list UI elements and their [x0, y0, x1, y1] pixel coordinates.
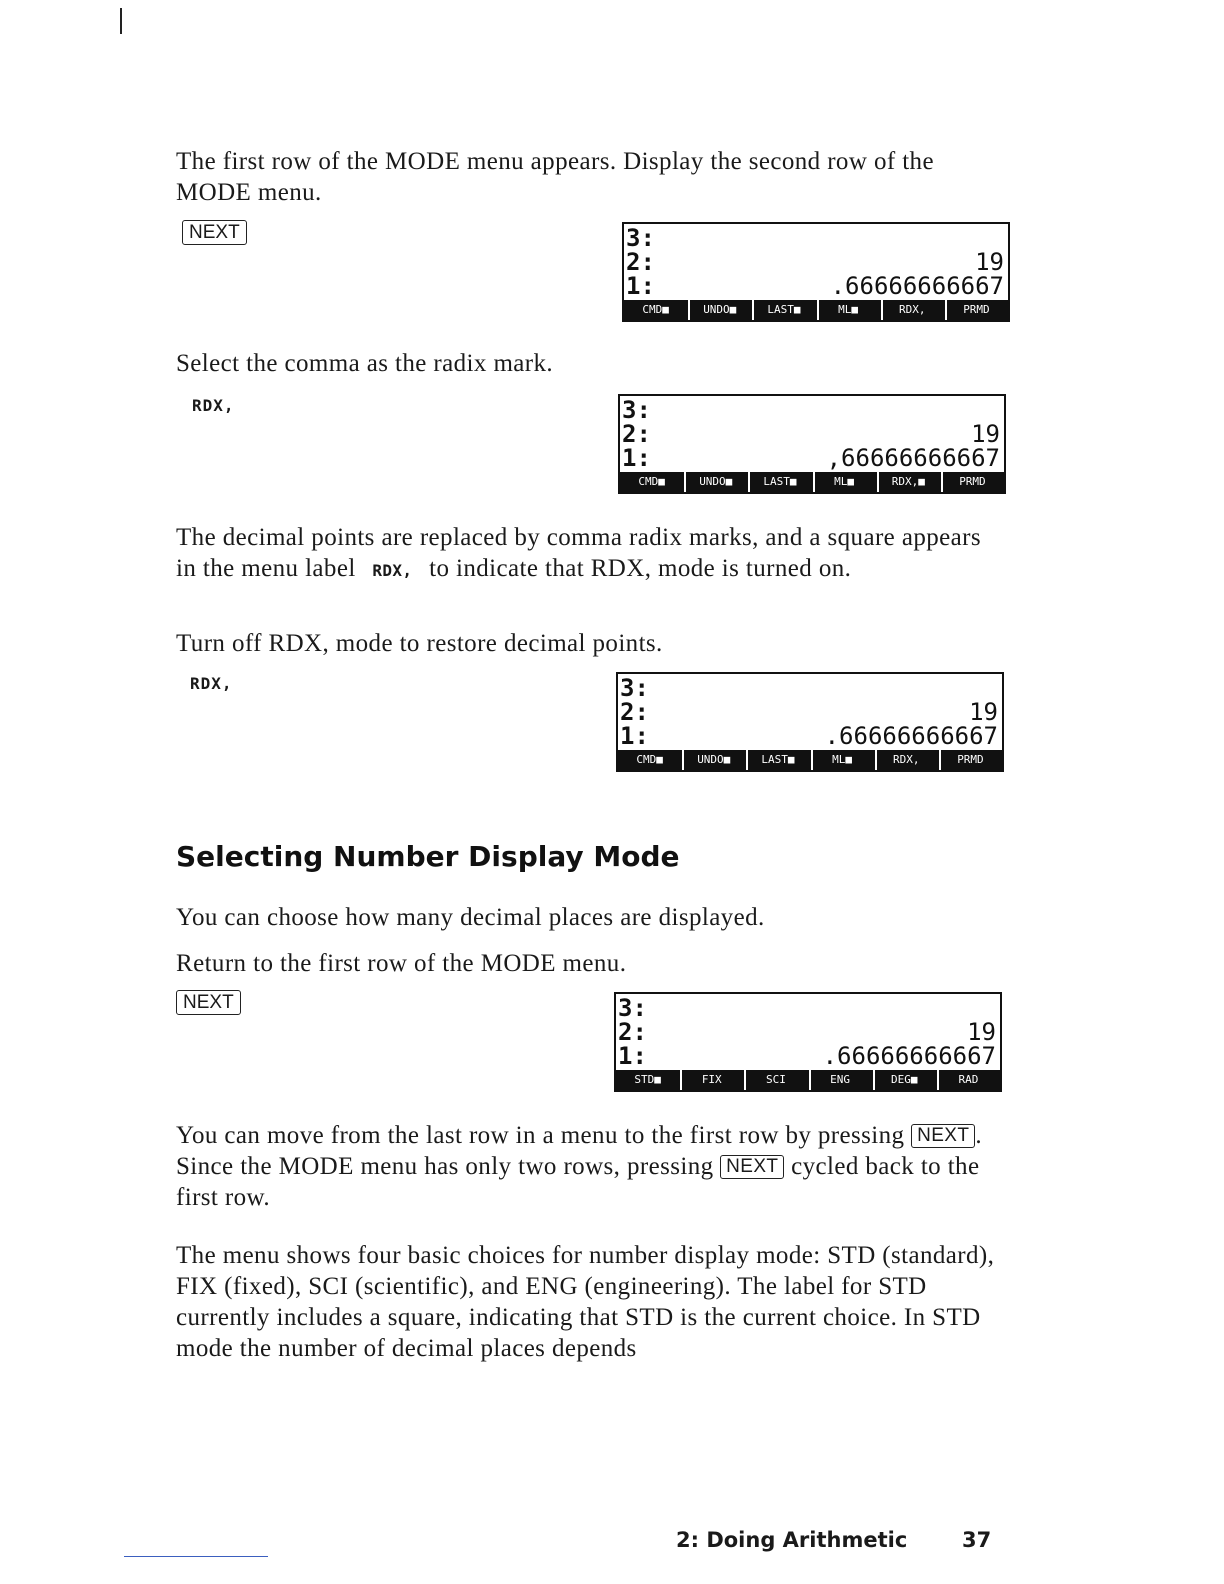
- level-value: ,66666666667: [826, 444, 1000, 472]
- rdx-menu-key[interactable]: RDX,: [190, 674, 233, 693]
- paragraph-return-first-row: Return to the first row of the MODE menu.: [176, 950, 627, 977]
- inline-rdx-label: RDX,: [372, 561, 413, 580]
- level-label: 2:: [622, 420, 651, 448]
- level-value: 19: [969, 698, 998, 726]
- menu-key-undo[interactable]: UNDO■: [684, 472, 745, 492]
- stack-level-3: [626, 226, 1004, 250]
- menu-key-rdx[interactable]: RDX,: [881, 300, 942, 320]
- level-value: .66666666667: [824, 722, 998, 750]
- level-label: 2:: [626, 248, 655, 276]
- level-value: 19: [971, 420, 1000, 448]
- paragraph-radix-explanation: [176, 522, 1006, 586]
- menu-key-cmd[interactable]: CMD■: [620, 750, 679, 770]
- menu-bar: [624, 300, 1008, 320]
- next-key[interactable]: NEXT: [176, 990, 241, 1015]
- level-label: 2:: [618, 1018, 647, 1046]
- paragraph-text: to indicate that RDX, mode is turned on.: [429, 555, 852, 582]
- menu-key-rdx[interactable]: RDX,: [875, 750, 936, 770]
- menu-key-prmd[interactable]: PRMD: [939, 750, 1000, 770]
- menu-key-last[interactable]: LAST■: [746, 750, 807, 770]
- margin-mark: [120, 8, 122, 34]
- menu-key-eng[interactable]: ENG: [809, 1070, 870, 1090]
- menu-key-fix[interactable]: FIX: [680, 1070, 741, 1090]
- paragraph-text: . Since the MODE menu has only two rows, pressing: [176, 1122, 983, 1180]
- calculator-display-1: [622, 222, 1010, 322]
- stack-level-2: [622, 422, 1000, 446]
- menu-key-ml[interactable]: ML■: [811, 750, 872, 770]
- menu-key-rad[interactable]: RAD: [937, 1070, 998, 1090]
- footer-rule: [124, 1556, 268, 1557]
- calculator-display-4: [614, 992, 1002, 1092]
- paragraph-text: You can move from the last row in a menu to the first row by pressing: [176, 1122, 905, 1149]
- level-value: .66666666667: [830, 272, 1004, 300]
- paragraph-mode-menu-intro: The first row of the MODE menu appears. Display the second row of the MODE menu.: [176, 148, 934, 206]
- level-label: 2:: [620, 698, 649, 726]
- level-label: 3:: [618, 994, 647, 1022]
- stack-level-1: [620, 724, 998, 748]
- paragraph-turn-off-rdx: Turn off RDX, mode to restore decimal points.: [176, 630, 663, 657]
- stack-level-2: [618, 1020, 996, 1044]
- menu-bar: [616, 1070, 1000, 1090]
- next-key[interactable]: NEXT: [182, 220, 247, 245]
- stack-level-1: [626, 274, 1004, 298]
- level-label: 1:: [622, 444, 651, 472]
- menu-key-cmd[interactable]: CMD■: [622, 472, 681, 492]
- menu-key-last[interactable]: LAST■: [748, 472, 809, 492]
- stack-level-3: [622, 398, 1000, 422]
- paragraph-next-cycles: [176, 1120, 1006, 1213]
- menu-key-prmd[interactable]: PRMD: [941, 472, 1002, 492]
- paragraph-text: The decimal points are replaced by comma radix marks, and a square appears in the menu label: [176, 524, 981, 582]
- paragraph-text: cycled back to the first row.: [176, 1153, 980, 1211]
- menu-key-rdx[interactable]: RDX,■: [877, 472, 938, 492]
- level-value: 19: [975, 248, 1004, 276]
- menu-key-deg[interactable]: DEG■: [873, 1070, 934, 1090]
- level-label: 3:: [626, 224, 655, 252]
- menu-key-prmd[interactable]: PRMD: [945, 300, 1006, 320]
- stack-level-3: [620, 676, 998, 700]
- paragraph-display-modes: The menu shows four basic choices for number display mode: STD (standard), FIX (fixed), SCI (scientific), and ENG (engineering). The label for STD currently includes a square, indicating that STD is the current choice. In STD mode the number of decimal places depends: [176, 1242, 995, 1362]
- level-label: 1:: [626, 272, 655, 300]
- section-heading: Selecting Number Display Mode: [176, 840, 680, 873]
- next-key-inline: NEXT: [720, 1155, 784, 1179]
- stack-level-2: [620, 700, 998, 724]
- menu-key-undo[interactable]: UNDO■: [682, 750, 743, 770]
- level-value: 19: [967, 1018, 996, 1046]
- menu-key-undo[interactable]: UNDO■: [688, 300, 749, 320]
- page-number: 37: [962, 1528, 992, 1552]
- paragraph-decimal-places: You can choose how many decimal places are displayed.: [176, 904, 765, 931]
- calculator-display-2: [618, 394, 1006, 494]
- level-value: .66666666667: [822, 1042, 996, 1070]
- next-key-inline: NEXT: [911, 1124, 975, 1148]
- level-label: 3:: [622, 396, 651, 424]
- menu-key-ml[interactable]: ML■: [813, 472, 874, 492]
- paragraph-select-comma: Select the comma as the radix mark.: [176, 350, 554, 377]
- level-label: 1:: [618, 1042, 647, 1070]
- menu-key-ml[interactable]: ML■: [817, 300, 878, 320]
- stack-level-2: [626, 250, 1004, 274]
- calculator-display-3: [616, 672, 1004, 772]
- menu-key-std[interactable]: STD■: [618, 1070, 677, 1090]
- menu-bar: [620, 472, 1004, 492]
- menu-bar: [618, 750, 1002, 770]
- level-label: 1:: [620, 722, 649, 750]
- rdx-menu-key[interactable]: RDX,: [192, 396, 235, 415]
- menu-key-last[interactable]: LAST■: [752, 300, 813, 320]
- stack-level-1: [618, 1044, 996, 1068]
- stack-level-3: [618, 996, 996, 1020]
- menu-key-cmd[interactable]: CMD■: [626, 300, 685, 320]
- menu-key-sci[interactable]: SCI: [744, 1070, 805, 1090]
- level-label: 3:: [620, 674, 649, 702]
- footer-chapter: 2: Doing Arithmetic: [676, 1528, 908, 1552]
- stack-level-1: [622, 446, 1000, 470]
